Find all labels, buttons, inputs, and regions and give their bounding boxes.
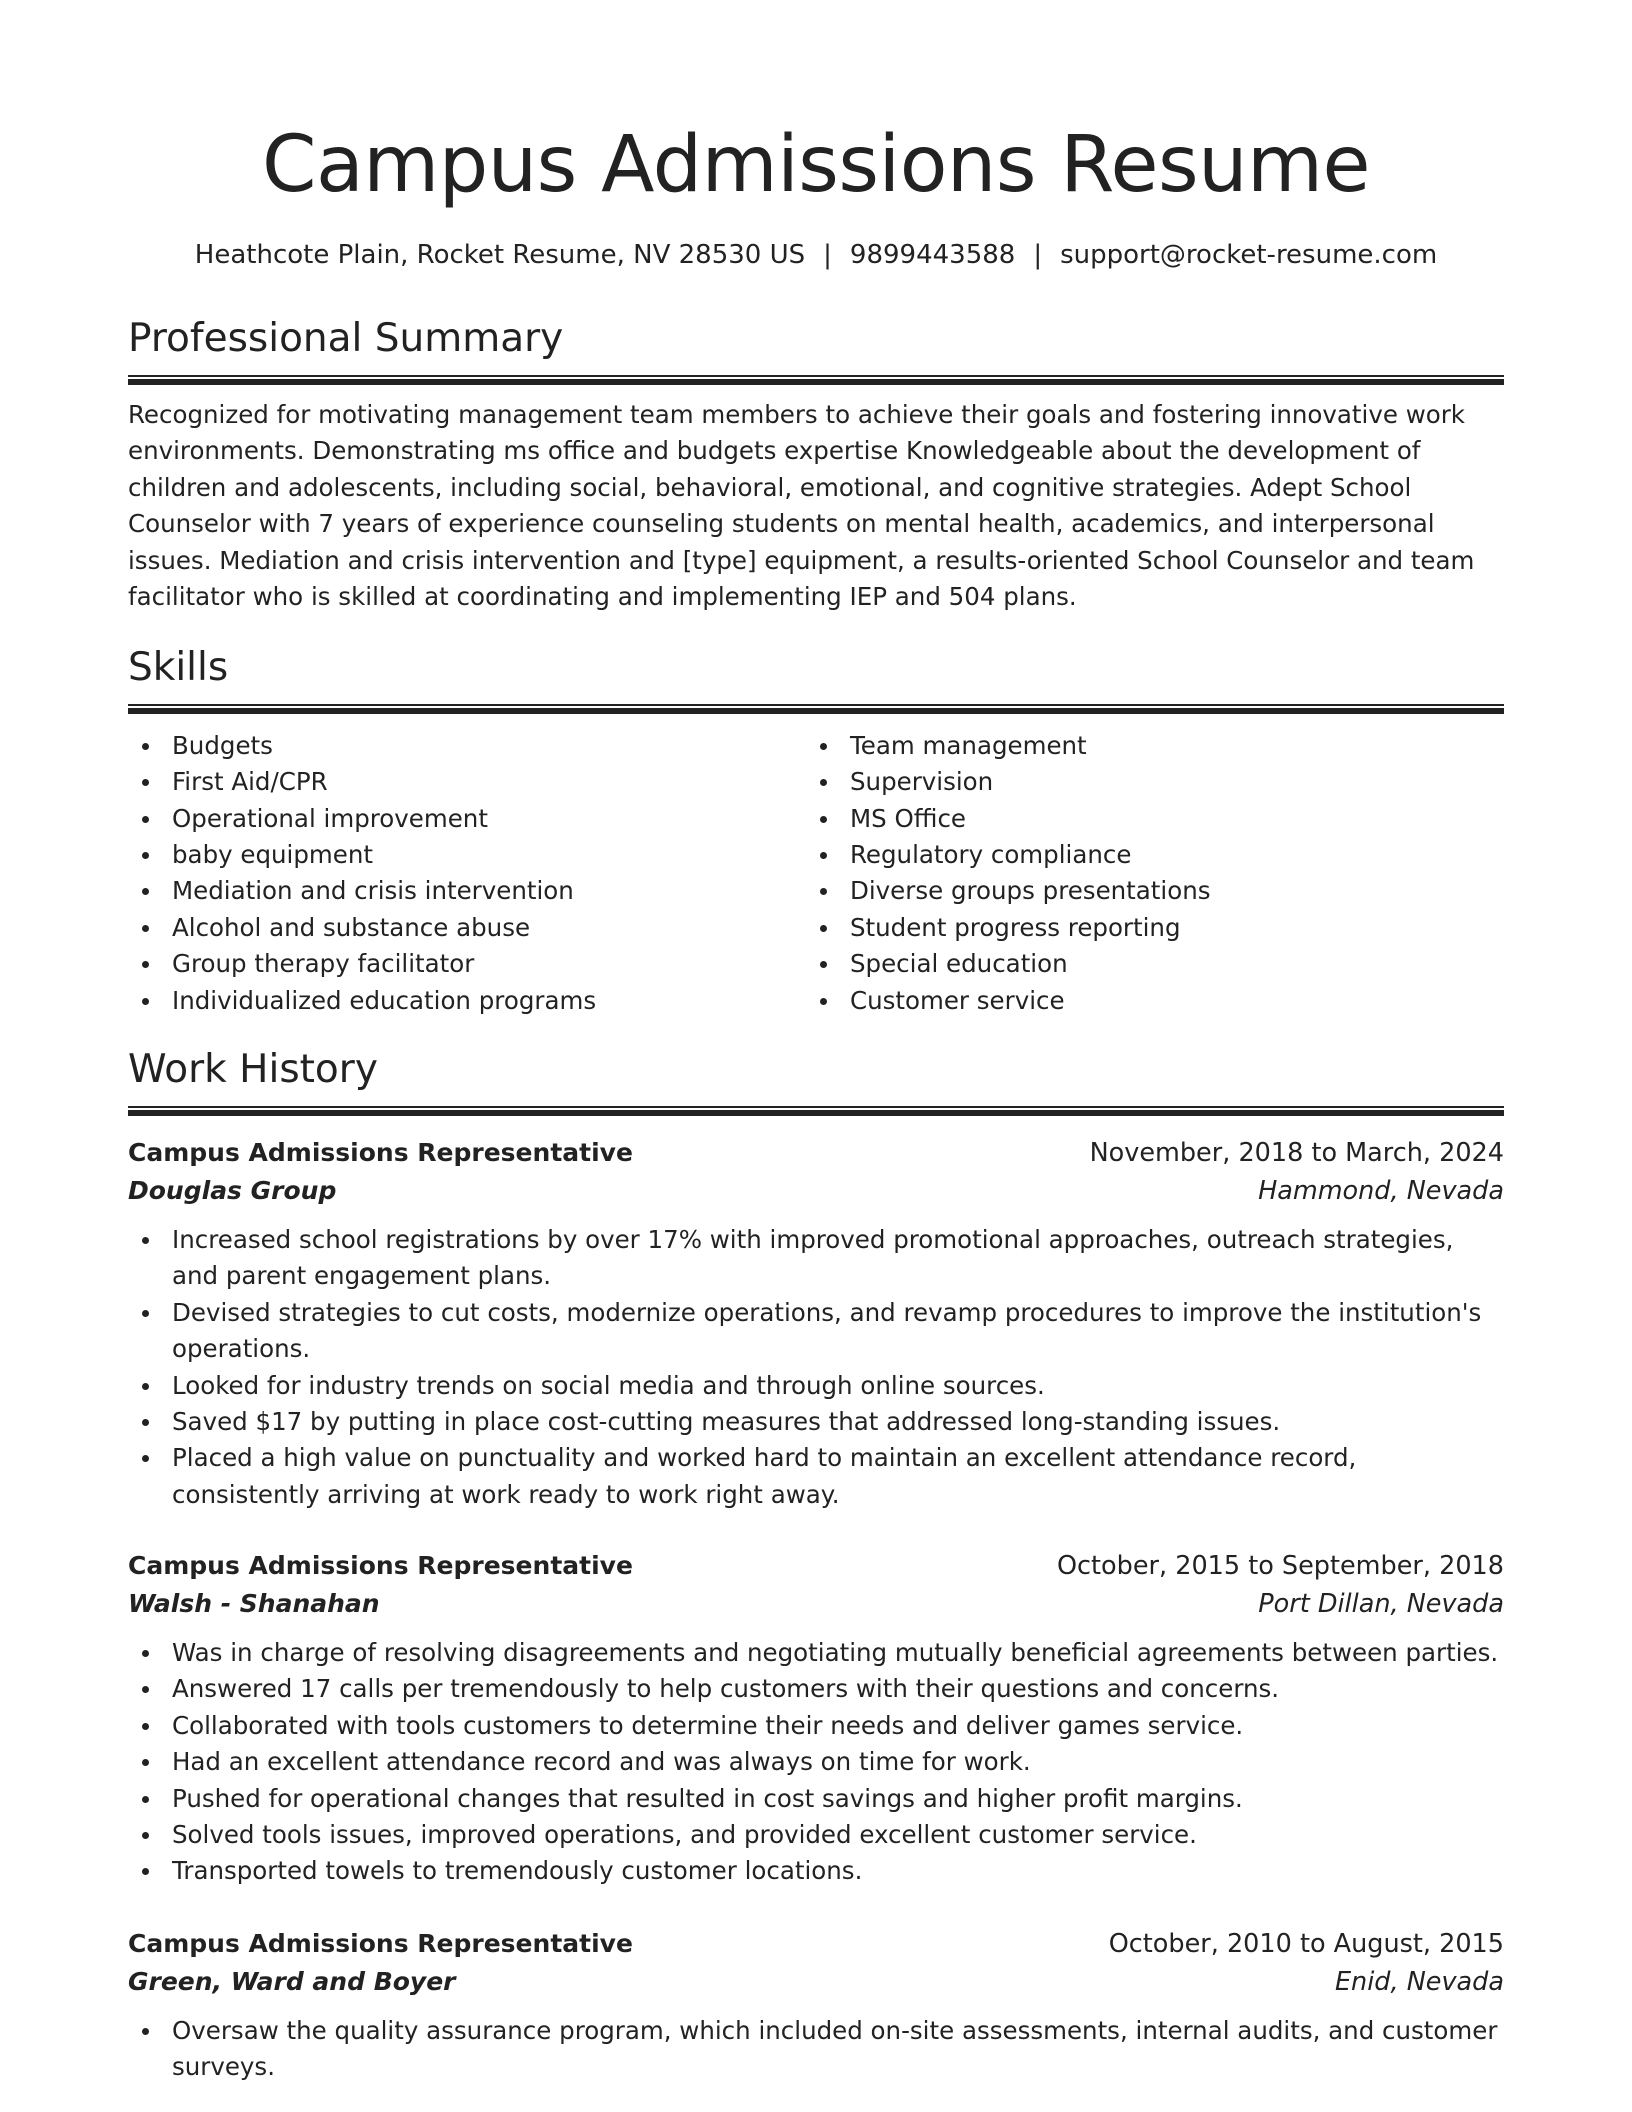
job-location: Hammond, Nevada [1258, 1176, 1504, 1206]
contact-separator: | [1033, 240, 1043, 270]
skills-section [128, 645, 1504, 1019]
skill-item: Individualized education programs [128, 983, 806, 1019]
skill-item: Group therapy facilitator [128, 946, 806, 982]
job-dates: October, 2015 to September, 2018 [1056, 1551, 1504, 1581]
bullet-item: Saved $17 by putting in place cost-cutting measures that addressed long-standing issues. [128, 1404, 1504, 1440]
skills-column-left [128, 728, 806, 1019]
job-company: Green, Ward and Boyer [128, 1967, 456, 1996]
bullet-item: Answered 17 calls per tremendously to help customers with their questions and concerns. [128, 1671, 1504, 1707]
skill-item: MS Office [806, 801, 1484, 837]
job-dates: October, 2010 to August, 2015 [1108, 1929, 1504, 1959]
summary-text: Recognized for motivating management team members to achieve their goals and fostering innovative work environments. Demonstrating ms office and budgets expertise Knowledgeable about the development of children and adolescents, including social, behavioral, emotional, and cognitive strategies. Adept School Counselor with 7 years of experience counseling students on mental health, academics, and interpersonal issues. Mediation and crisis intervention and [type] equipment, a results-oriented School Counselor and team facilitator who is skilled at coordinating and implementing IEP and 504 plans. [128, 399, 1475, 612]
section-divider [128, 1106, 1504, 1116]
job-company: Walsh - Shanahan [128, 1589, 380, 1618]
contact-address: Heathcote Plain, Rocket Resume, NV 28530 US [194, 240, 806, 270]
bullet-item: Placed a high value on punctuality and worked hard to maintain an excellent attendance record, consistently arriving at work ready to work right away. [128, 1440, 1504, 1513]
contact-email: support@rocket-resume.com [1060, 240, 1438, 270]
contact-phone: 9899443588 [849, 240, 1016, 270]
job-title: Campus Admissions Representative [128, 1551, 633, 1580]
bullet-item: Increased school registrations by over 17% with improved promotional approaches, outreach strategies, and parent engagement plans. [128, 1222, 1504, 1295]
contact-separator: | [823, 240, 832, 270]
skill-item: Mediation and crisis intervention [128, 873, 806, 909]
bullet-item: Oversaw the quality assurance program, which included on-site assessments, internal audits, and customer surveys. [128, 2013, 1504, 2086]
skill-item: First Aid/CPR [128, 764, 806, 800]
bullet-item: Collaborated with tools customers to determine their needs and deliver games service. [128, 1708, 1504, 1744]
job-entry [128, 1551, 1504, 1890]
job-entry [128, 1929, 1504, 2086]
skill-item: Student progress reporting [806, 910, 1484, 946]
skills-grid [128, 728, 1504, 1019]
job-dates: November, 2018 to March, 2024 [1089, 1138, 1504, 1168]
skill-item: Special education [806, 946, 1484, 982]
skill-item: Customer service [806, 983, 1484, 1019]
skills-column-right [806, 728, 1484, 1019]
summary-section [128, 316, 1504, 616]
bullet-item: Pushed for operational changes that resulted in cost savings and higher profit margins. [128, 1781, 1504, 1817]
skill-item: Budgets [128, 728, 806, 764]
skill-item: Operational improvement [128, 801, 806, 837]
section-divider [128, 375, 1504, 385]
work-heading: Work History [128, 1047, 378, 1092]
skills-heading: Skills [128, 645, 229, 690]
job-title: Campus Admissions Representative [128, 1929, 633, 1958]
skill-item: baby equipment [128, 837, 806, 873]
bullet-item: Transported towels to tremendously customer locations. [128, 1853, 1504, 1889]
job-company: Douglas Group [128, 1176, 337, 1205]
job-location: Enid, Nevada [1334, 1967, 1504, 1997]
job-location: Port Dillan, Nevada [1258, 1589, 1504, 1619]
skill-item: Diverse groups presentations [806, 873, 1484, 909]
contact-line [0, 240, 1632, 270]
bullet-item: Looked for industry trends on social media and through online sources. [128, 1368, 1504, 1404]
job-bullets [128, 2013, 1504, 2086]
bullet-item: Devised strategies to cut costs, modernize operations, and revamp procedures to improve the institution's operations. [128, 1295, 1504, 1368]
bullet-item: Was in charge of resolving disagreements and negotiating mutually beneficial agreements between parties. [128, 1635, 1504, 1671]
work-section [128, 1047, 1504, 1116]
skill-item: Team management [806, 728, 1484, 764]
bullet-item: Had an excellent attendance record and was always on time for work. [128, 1744, 1504, 1780]
job-bullets [128, 1635, 1504, 1890]
page-title: Campus Admissions Resume [261, 120, 1371, 210]
section-divider [128, 704, 1504, 714]
job-entry [128, 1138, 1504, 1513]
job-title: Campus Admissions Representative [128, 1138, 633, 1167]
bullet-item: Solved tools issues, improved operations, and provided excellent customer service. [128, 1817, 1504, 1853]
skill-item: Alcohol and substance abuse [128, 910, 806, 946]
skill-item: Supervision [806, 764, 1484, 800]
job-bullets [128, 1222, 1504, 1513]
skill-item: Regulatory compliance [806, 837, 1484, 873]
summary-heading: Professional Summary [128, 316, 564, 361]
